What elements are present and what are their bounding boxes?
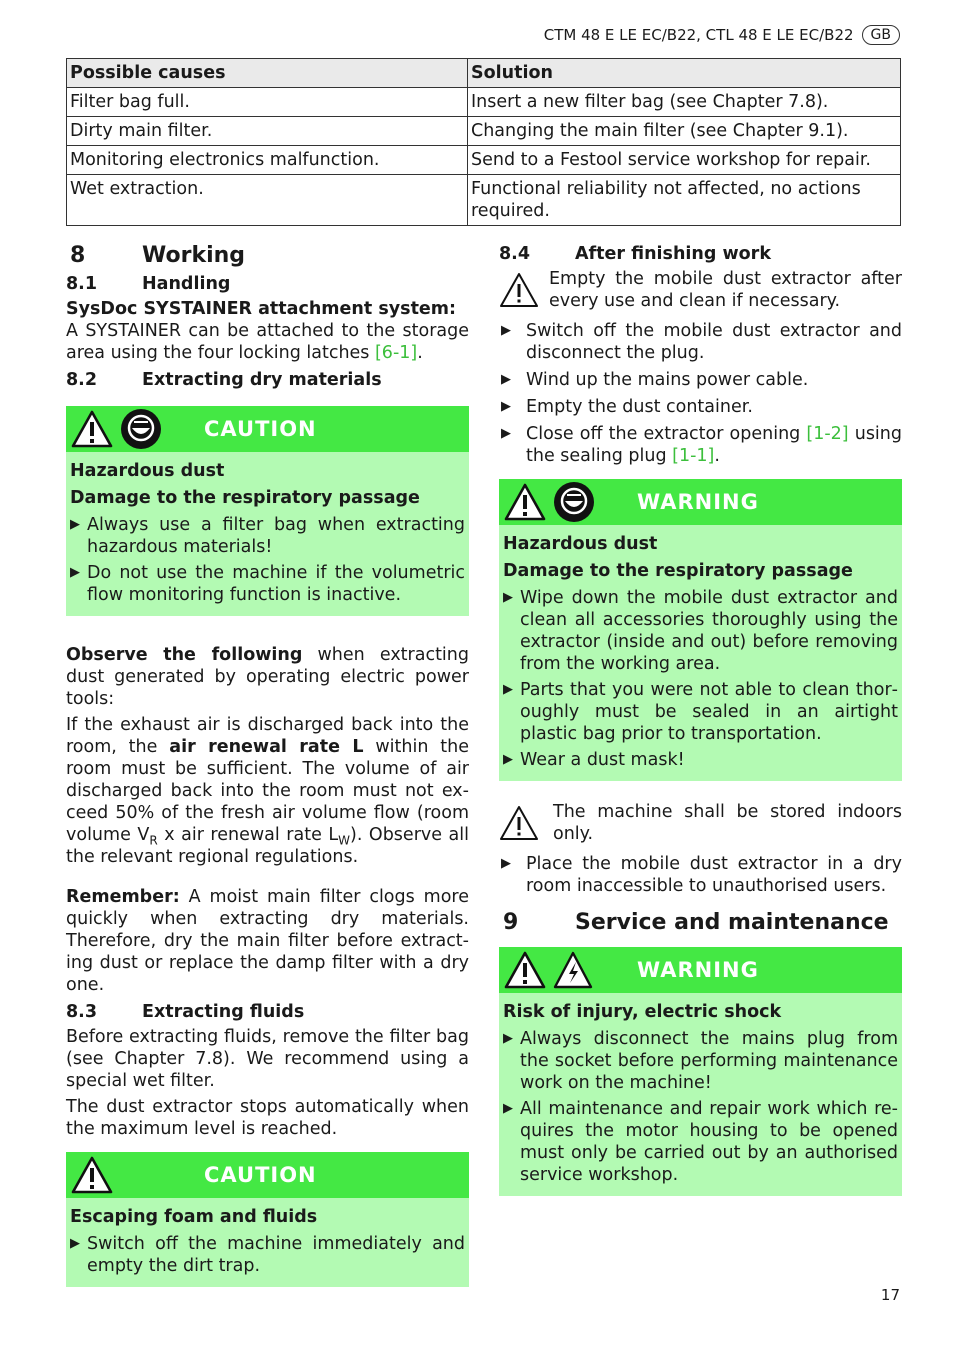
list-item: ▶ Parts that you were not able to clean thoroughly must be sealed in an airtight plastic bag prior to transportation.	[503, 680, 898, 744]
cause-cell: Dirty main filter.	[67, 117, 468, 146]
warning-title: WARNING	[637, 958, 759, 982]
list-item: ▶ Close off the extractor opening [1-2] using the sealing plug [1-1].	[501, 424, 902, 466]
section-heading-8-3: 8.3 Extracting fluids	[66, 1002, 305, 1022]
bullet-triangle-icon: ▶	[501, 372, 511, 387]
bullet-triangle-icon: ▶	[503, 1101, 513, 1116]
warning-triangle-icon	[503, 950, 547, 990]
sysdoc-heading: SysDoc SYSTAINER attachment system:	[66, 299, 457, 319]
hazard-heading: Hazardous dust	[503, 534, 658, 554]
list-item: ▶ Wipe down the mobile dust extractor and clean all accessories thoroughly using the extractor (inside and out) before removing from the working area.	[503, 588, 898, 674]
warning-triangle-icon	[503, 482, 547, 522]
solution-cell: Send to a Festool service workshop for repair.	[468, 146, 901, 175]
sysdoc-paragraph: A SYSTAINER can be attached to the storage area using the four locking latches [6-1].	[66, 321, 469, 363]
table-header-row	[67, 59, 901, 88]
warning-triangle-icon	[70, 1155, 114, 1195]
cause-cell: Filter bag full.	[67, 88, 468, 117]
bullet-triangle-icon: ▶	[501, 426, 511, 441]
hazard-heading: Hazardous dust	[70, 461, 225, 481]
hazard-heading: Escaping foam and fluids	[70, 1207, 318, 1227]
warning-outline-icon	[499, 272, 539, 308]
bullet-triangle-icon: ▶	[70, 517, 80, 532]
cause-cell: Monitoring electronics malfunction.	[67, 146, 468, 175]
section-heading-8-1: 8.1 Handling	[66, 274, 231, 294]
dust-mask-icon	[120, 408, 162, 450]
figure-reference: [1-1]	[672, 446, 715, 466]
list-item: ▶ Always disconnect the mains plug from the socket before performing maintenance work on the machine!	[503, 1029, 898, 1093]
list-item: ▶ Empty the dust container.	[501, 397, 753, 417]
section-heading-8-4: 8.4 After finishing work	[499, 244, 771, 264]
figure-reference: [1-2]	[806, 424, 849, 444]
list-item: ▶ Place the mobile dust extractor in a dry room inaccessible to unauthorised users.	[501, 854, 902, 896]
right-column	[499, 242, 902, 1212]
caution-title: CAUTION	[204, 417, 317, 441]
model-title: CTM 48 E LE EC/B22, CTL 48 E LE EC/B22	[543, 26, 854, 44]
bullet-triangle-icon: ▶	[501, 323, 511, 338]
bullet-triangle-icon: ▶	[503, 682, 513, 697]
bullet-triangle-icon: ▶	[501, 399, 511, 414]
table-row	[67, 146, 901, 175]
warning-box-dust	[499, 479, 902, 781]
list-item: ▶ Wind up the mains power cable.	[501, 370, 809, 390]
bullet-triangle-icon: ▶	[501, 856, 511, 871]
list-item: ▶ Always use a filter bag when extracting hazardous materials!	[70, 515, 465, 557]
table-row	[67, 88, 901, 117]
column-header-solution: Solution	[468, 59, 901, 88]
dust-mask-icon	[553, 481, 595, 523]
figure-reference: [6-1]	[374, 343, 418, 363]
hazard-consequence: Damage to the respiratory passage	[70, 488, 420, 508]
solution-cell: Insert a new filter bag (see Chapter 7.8).	[468, 88, 901, 117]
troubleshooting-table	[66, 58, 901, 226]
bullet-triangle-icon: ▶	[503, 752, 513, 767]
list-item: ▶ Wear a dust mask!	[503, 750, 685, 770]
caution-title: CAUTION	[204, 1163, 317, 1187]
left-column	[66, 242, 469, 1303]
bullet-triangle-icon: ▶	[70, 1236, 80, 1251]
storage-note: The machine shall be stored indoors only.	[499, 801, 902, 847]
section-heading-9: 9 Service and maintenance	[503, 910, 889, 935]
section-heading-8-2: 8.2 Extracting dry materials	[66, 370, 382, 390]
warning-triangle-icon	[70, 409, 114, 449]
bullet-triangle-icon: ▶	[503, 590, 513, 605]
solution-cell: Functional reliability not affected, no actions required.	[468, 175, 901, 226]
observe-paragraph: Observe the following when extracting dust generated by operating electric power tools:	[66, 645, 469, 709]
remember-paragraph: Remember: A moist main filter clogs more quickly when extracting dry materials. Therefore, dry the main filter before extracting dust or replace the damp filter with a dry one.	[66, 887, 469, 995]
caution-box-dust	[66, 406, 469, 616]
list-item: ▶ Switch off the machine immediately and empty the dirt trap.	[70, 1234, 465, 1276]
caution-bar	[66, 1152, 469, 1198]
warning-box-electric	[499, 947, 902, 1196]
list-item: ▶ Switch off the mobile dust extractor and disconnect the plug.	[501, 321, 902, 363]
bullet-triangle-icon: ▶	[503, 1031, 513, 1046]
page-header	[544, 25, 900, 45]
language-badge: GB	[862, 25, 900, 45]
caution-box-foam	[66, 1152, 469, 1287]
warning-bar	[499, 479, 902, 525]
warning-bar	[499, 947, 902, 993]
solution-cell: Changing the main filter (see Chapter 9.1).	[468, 117, 901, 146]
section-heading-8: 8 Working	[70, 243, 246, 268]
list-item: ▶ Do not use the machine if the volumetric flow monitoring function is inactive.	[70, 563, 465, 605]
bullet-triangle-icon: ▶	[70, 565, 80, 580]
caution-bar	[66, 406, 469, 452]
list-item: ▶ All maintenance and repair work which requires the motor housing to be opened must only be carried out by an authorised service workshop.	[503, 1099, 898, 1185]
empty-note: Empty the mobile dust extractor after every use and clean if necessary.	[499, 268, 902, 314]
fluids-paragraph-2: The dust extractor stops automatically when the maximum level is reached.	[66, 1097, 469, 1139]
fluids-paragraph-1: Before extracting fluids, remove the filter bag (see Chapter 7.8). We recommend using a special wet filter.	[66, 1027, 469, 1091]
warning-outline-icon	[499, 805, 539, 841]
hazard-heading: Risk of injury, electric shock	[503, 1002, 782, 1022]
cause-cell: Wet extraction.	[67, 175, 468, 226]
hazard-consequence: Damage to the respiratory passage	[503, 561, 853, 581]
electric-shock-icon	[553, 950, 593, 990]
exhaust-paragraph: If the exhaust air is discharged back into the room, the air renewal rate L within the room must be sufficient. The volume of air discharged back into the room must not exceed 50% of the fresh air volume flow (room volume $V_R$ x air renewal rate $L_W$). Observe all the relevant regional regulations.	[66, 715, 469, 867]
page-number: 17	[880, 1286, 900, 1304]
warning-title: WARNING	[637, 490, 759, 514]
table-row	[67, 117, 901, 146]
column-header-causes: Possible causes	[67, 59, 468, 88]
table-row	[67, 175, 901, 226]
